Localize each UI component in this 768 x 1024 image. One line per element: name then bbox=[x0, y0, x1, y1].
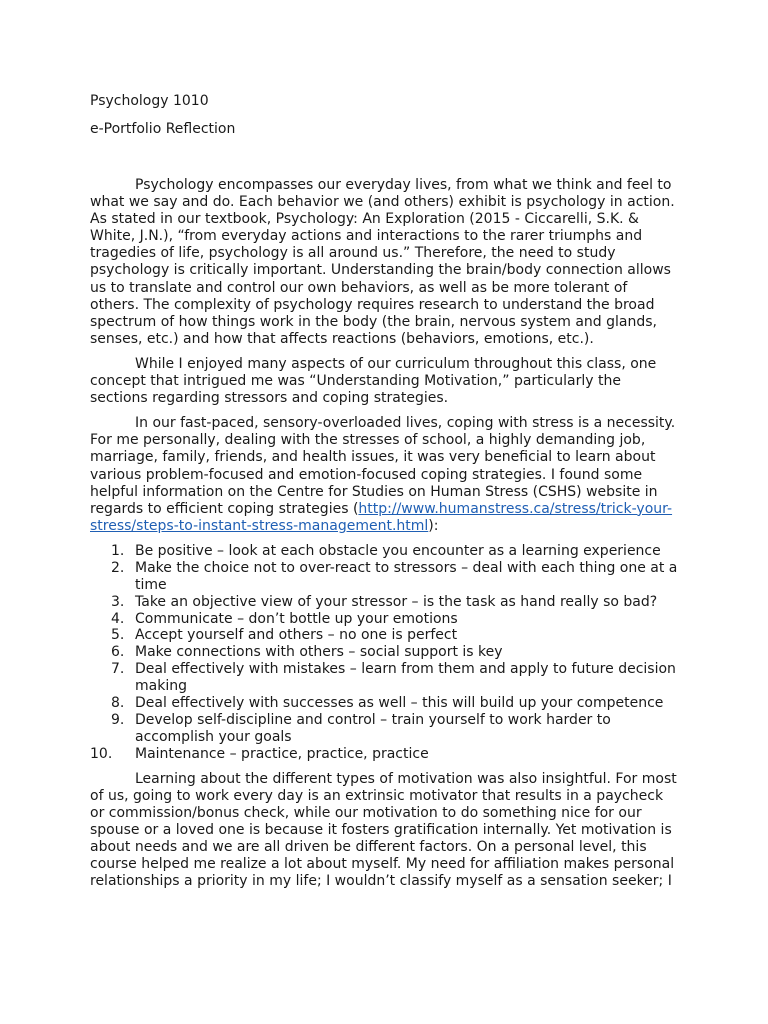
paragraph-types-of-motivation: Learning about the different types of motivation was also insightful. For most of us, going to work every day is an extrinsic motivator that results in a paycheck or commission/bonus check, while our motivation to do something nice for our spouse or a loved one is because it fosters gratification internally. Yet motivation is about needs and we are all driven be different factors. On a personal level, this course helped me realize a lot about myself. My need for affiliation makes personal relationships a priority in my life; I wouldn’t classify myself as a sensation seeker; I bbox=[90, 770, 677, 890]
list-item bbox=[90, 560, 678, 594]
list-item-number: 9. bbox=[111, 711, 125, 728]
list-item-text: Deal effectively with mistakes – learn from them and apply to future decision making bbox=[135, 661, 676, 695]
list-item bbox=[90, 644, 678, 661]
list-item-number: 8. bbox=[111, 695, 125, 712]
body-text bbox=[90, 177, 678, 898]
coping-text: In our fast-paced, sensory-overloaded lives, coping with stress is a necessity. For me personally, dealing with the stresses of school, a highly demanding job, marriage, family, friends, and health issues, it was very beneficial to learn about various problem-focused and emotion-focused coping strategies. I found some helpful information on the Centre for Studies on Human Stress (CSHS) website in regards to efficient coping strategies ( bbox=[90, 415, 676, 517]
course-title: Psychology 1010 bbox=[90, 93, 209, 109]
list-item-number: 5. bbox=[111, 627, 125, 644]
list-item-number: 7. bbox=[111, 661, 125, 678]
list-item bbox=[90, 594, 678, 611]
paragraph-coping-stress bbox=[90, 415, 678, 535]
list-item bbox=[90, 543, 678, 560]
paragraph-motivation-concept: While I enjoyed many aspects of our curriculum throughout this class, one concept that intrigued me was “Understanding Motivation,” particularly the sections regarding stressors and coping strategies. bbox=[90, 355, 657, 407]
coping-strategies-list bbox=[90, 543, 678, 763]
list-item-text: Communicate – don’t bottle up your emotions bbox=[135, 610, 458, 627]
list-item-number: 6. bbox=[111, 644, 125, 661]
list-item bbox=[90, 712, 678, 746]
list-item-text: Take an objective view of your stressor – is the task as hand really so bad? bbox=[135, 593, 658, 610]
list-item-number: 3. bbox=[111, 593, 125, 610]
list-item-number: 1. bbox=[111, 542, 125, 559]
list-item-text: Maintenance – practice, practice, practice bbox=[135, 745, 429, 762]
list-item bbox=[90, 627, 678, 644]
list-item-text: Make the choice not to over-react to stressors – deal with each thing one at a time bbox=[135, 559, 678, 593]
list-item-text: Make connections with others – social support is key bbox=[135, 644, 503, 661]
list-item-number: 10. bbox=[90, 745, 113, 762]
coping-text-end: ): bbox=[428, 517, 439, 534]
list-item-text: Develop self-discipline and control – train yourself to work harder to accomplish your goals bbox=[135, 711, 611, 745]
paragraph-intro: Psychology encompasses our everyday lives, from what we think and feel to what we say and do. Each behavior we (and others) exhibit is psychology in action. As stated in our textbook, Psychology: An Exploration (2015 - Ciccarelli, S.K. & White, J.N.), “from everyday actions and interactions to the rarer triumphs and tragedies of life, psychology is all around us.” Therefore, the need to study psychology is critically important. Understanding the brain/body connection allows us to translate and control our own behaviors, as well as be more tolerant of others. The complexity of psychology requires research to understand the broad spectrum of how things work in the body (the brain, nervous system and glands, senses, etc.) and how that affects reactions (behaviors, emotions, etc.). bbox=[90, 177, 675, 347]
list-item-text: Deal effectively with successes as well – this will build up your competence bbox=[135, 695, 664, 712]
cshs-link[interactable]: http://www.humanstress.ca/stress/trick-your-stress/steps-to-instant-stress-management.html bbox=[90, 500, 673, 534]
list-item bbox=[90, 661, 678, 695]
list-item-text: Be positive – look at each obstacle you encounter as a learning experience bbox=[135, 542, 661, 559]
document-subtitle: e-Portfolio Reflection bbox=[90, 121, 236, 137]
list-item bbox=[90, 746, 678, 763]
list-item-number: 2. bbox=[111, 559, 125, 576]
list-item bbox=[90, 611, 678, 628]
list-item-text: Accept yourself and others – no one is perfect bbox=[135, 627, 458, 644]
list-item bbox=[90, 695, 678, 712]
list-item-number: 4. bbox=[111, 610, 125, 627]
